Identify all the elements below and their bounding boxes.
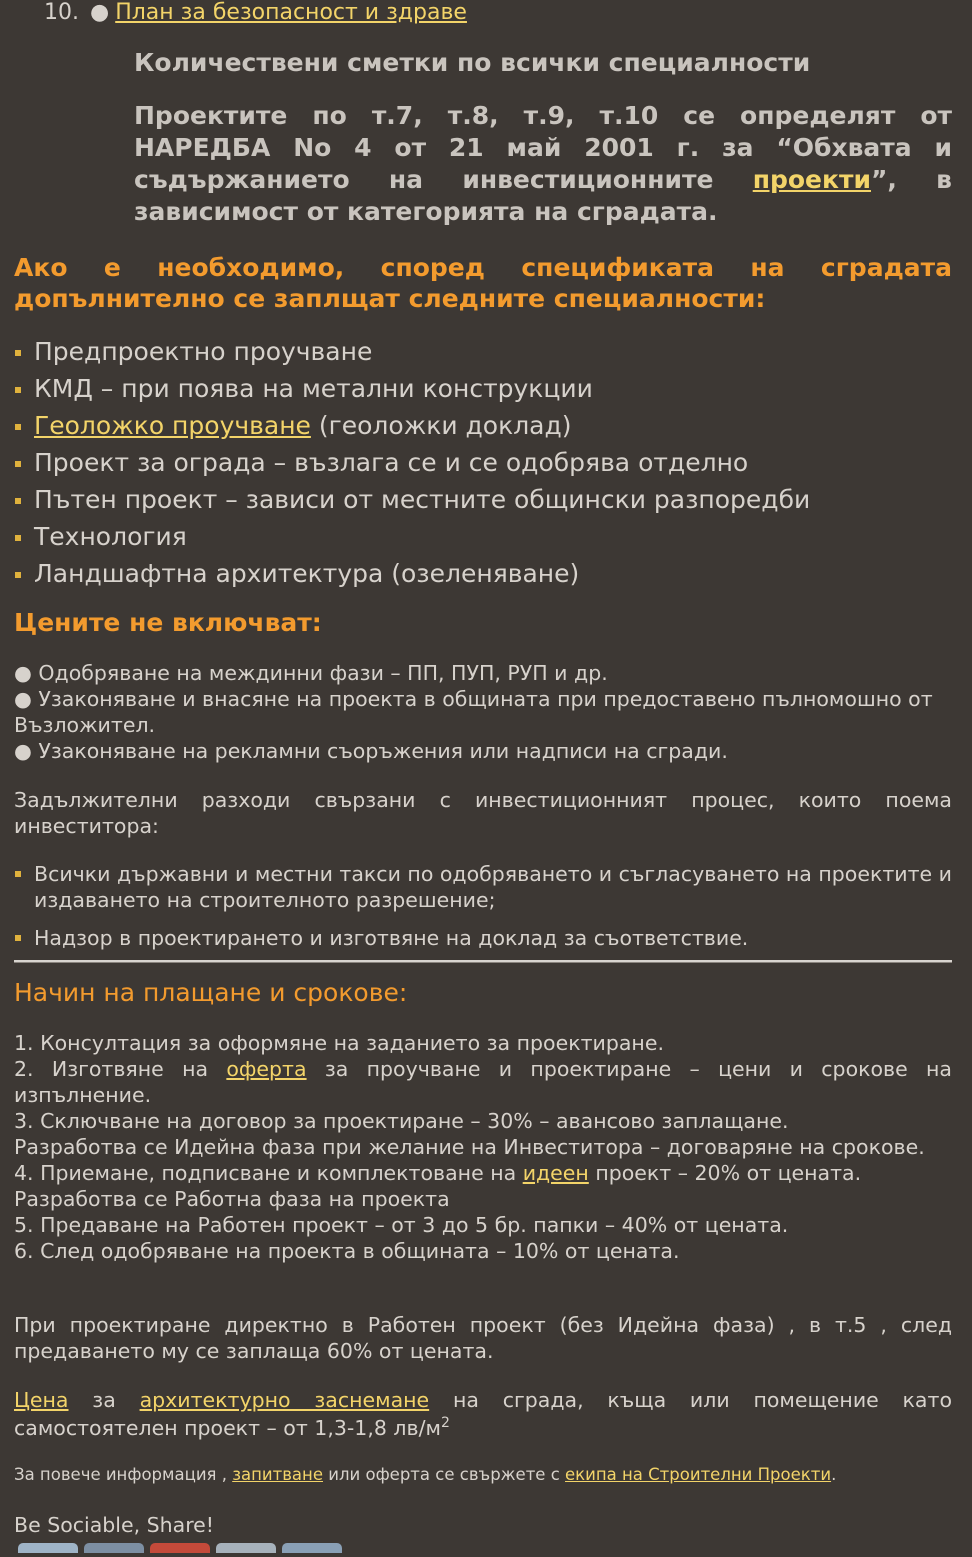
list-item	[14, 925, 952, 951]
divider	[14, 960, 952, 963]
extra-specialties-list	[14, 333, 952, 592]
obligatory-costs-intro: Задължителни разходи свързани с инвестиционният процес, които поема инвеститора:	[14, 788, 952, 838]
step-1: 1. Консултация за оформяне на заданието за проектиране.	[14, 1031, 664, 1055]
step-3-note: Разработва се Идейна фаза при желание на Инвеститора – договаряне на срокове.	[14, 1135, 925, 1159]
architectural-survey-link[interactable]: архитектурно заснемане	[139, 1388, 430, 1412]
step-5: 5. Предаване на Работен проект – от 3 до 5 бр. папки – 40% от цената.	[14, 1213, 789, 1237]
square-bullet-icon	[15, 350, 21, 356]
step-6: 6. След одобряване на проекта в общината – 10% от цената.	[14, 1239, 680, 1263]
step-4	[14, 1160, 952, 1186]
bullet-icon: ●	[90, 0, 110, 25]
list-item-text: Ландшафтна архитектура (озеленяване)	[34, 559, 580, 588]
prices-exclude-heading: Цените не включват:	[14, 608, 322, 637]
list-item	[14, 861, 952, 913]
price-link[interactable]: Цена	[14, 1388, 69, 1412]
info-text: За повече информация ,	[14, 1465, 233, 1484]
obligatory-costs-list	[14, 861, 952, 951]
list-item-text: Предпроектно проучване	[34, 337, 373, 366]
list-item-text: Технология	[34, 522, 187, 551]
list-number: 10.	[44, 0, 79, 25]
list-item-text: (геоложки доклад)	[310, 411, 572, 440]
step-text: 2. Изготвяне на	[14, 1057, 227, 1081]
list-item-text: Пътен проект – зависи от местните общински разпоредби	[34, 485, 811, 514]
list-item	[14, 555, 952, 592]
step-text: проект – 20% от цената.	[588, 1161, 862, 1185]
list-item	[14, 370, 952, 407]
projects-link[interactable]: проекти	[752, 165, 871, 194]
square-bullet-icon	[15, 935, 21, 941]
square-bullet-icon	[15, 424, 21, 430]
projects-note-text-end: ”, в зависимост от категорията на сградата.	[134, 165, 952, 226]
step-3: 3. Сключване на договор за проектиране – 30% – авансово заплащане.	[14, 1109, 789, 1133]
excluded-list	[14, 660, 952, 764]
projects-note	[134, 100, 952, 228]
list-item	[14, 444, 952, 481]
info-text: или оферта се свържете с	[323, 1465, 566, 1484]
share-buttons	[18, 1538, 348, 1548]
step-text: 4. Приемане, подписване и комплектоване на	[14, 1161, 523, 1185]
inquiry-link[interactable]: запитване	[232, 1465, 323, 1484]
square-bullet-icon	[15, 572, 21, 578]
square-bullet-icon	[15, 387, 21, 393]
payment-steps	[14, 1030, 952, 1264]
survey-price-note	[14, 1386, 952, 1442]
geology-link[interactable]: Геоложко проучване	[34, 411, 311, 440]
share-button-icon[interactable]	[150, 1543, 210, 1553]
square-bullet-icon	[15, 461, 21, 467]
share-button-icon[interactable]	[18, 1543, 78, 1553]
share-button-icon[interactable]	[282, 1543, 342, 1553]
excluded-item: ● Узаконяване на рекламни съоръжения или надписи на сгради.	[14, 739, 728, 763]
square-bullet-icon	[15, 871, 21, 877]
price-text: за	[68, 1388, 140, 1412]
list-item-text: КМД – при поява на метални конструкции	[34, 374, 593, 403]
direct-project-note: При проектиране директно в Работен проект (без Идейна фаза) , в т.5 , след предаването му се заплаща 60% от цената.	[14, 1313, 952, 1363]
step-text: за проучване и проектиране – цени и срокове на изпълнение.	[14, 1057, 952, 1107]
info-text: .	[831, 1465, 837, 1484]
step-4-note: Разработва се Работна фаза на проекта	[14, 1187, 450, 1211]
team-link[interactable]: екипа на Строителни Проекти	[565, 1465, 832, 1484]
excluded-item: ● Узаконяване и внасяне на проекта в общината при предоставено пълномошно от Възложител.	[14, 687, 933, 737]
list-item-text: Проект за ограда – възлага се и се одобрява отделно	[34, 448, 749, 477]
step-2	[14, 1056, 952, 1108]
projects-note-text: Проектите по т.7, т.8, т.9, т.10 се определят от НАРЕДБА No 4 от 21 май 2001 г. за “Обхвата и съдържанието на инвестиционните	[134, 101, 952, 194]
square-bullet-icon	[15, 498, 21, 504]
payment-heading: Начин на плащане и срокове:	[14, 978, 408, 1007]
offer-link[interactable]: оферта	[226, 1057, 307, 1081]
share-heading: Be Sociable, Share!	[14, 1513, 215, 1537]
extra-specialties-heading: Ако е необходимо, според спецификата на сградата допълнително се заплщат следните специалности:	[14, 253, 952, 313]
list-item-text: Надзор в проектирането и изготвяне на доклад за съответствие.	[34, 926, 749, 950]
list-item	[14, 481, 952, 518]
list-item	[14, 407, 952, 444]
superscript: 2	[440, 1415, 450, 1432]
safety-plan-link[interactable]: План за безопасност и здраве	[115, 0, 467, 25]
excluded-item: ● Одобряване на междинни фази – ПП, ПУП, РУП и др.	[14, 661, 608, 685]
price-text: на сграда, къща или помещение като самостоятелен проект – от 1,3-1,8 лв/м	[14, 1388, 952, 1440]
square-bullet-icon	[15, 535, 21, 541]
list-item	[14, 518, 952, 555]
quantities-heading: Количествени сметки по всички специалности	[134, 48, 811, 77]
idea-project-link[interactable]: идеен	[522, 1161, 589, 1185]
list-item-safety-plan	[44, 0, 467, 26]
share-button-icon[interactable]	[84, 1543, 144, 1553]
share-button-icon[interactable]	[216, 1543, 276, 1553]
list-item	[14, 333, 952, 370]
contact-info	[14, 1464, 952, 1486]
list-item-text: Всички държавни и местни такси по одобряването и съгласуването на проектите и издаването на строителното разрешение;	[34, 862, 952, 912]
